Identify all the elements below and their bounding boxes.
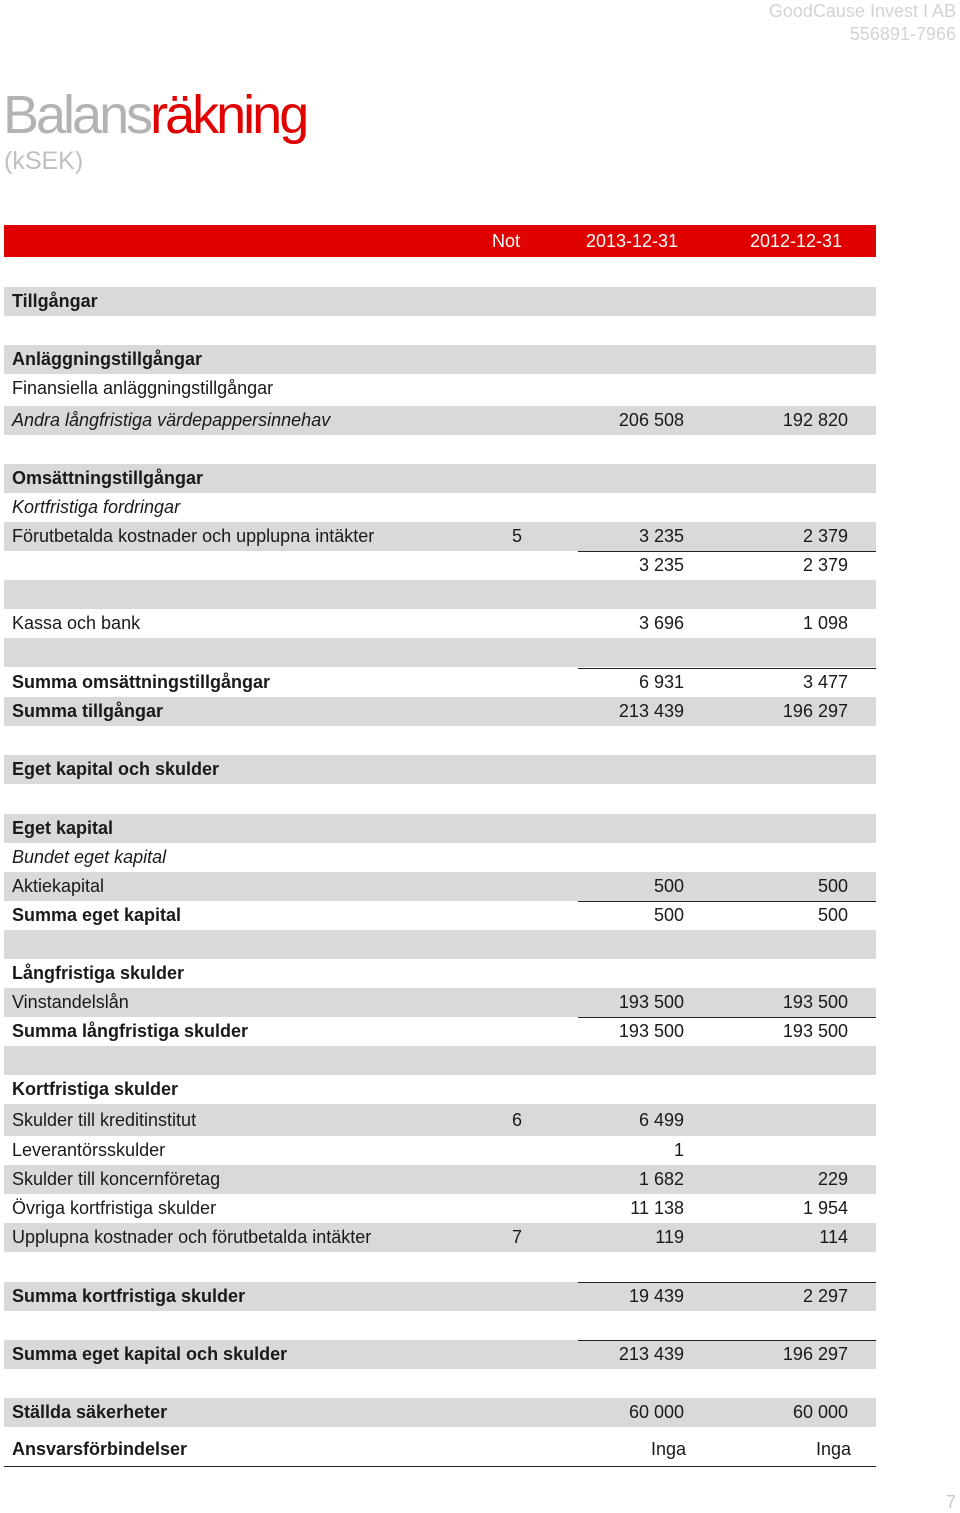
subsection-header: [4, 959, 876, 988]
row-label: Kortfristiga skulder: [12, 1079, 179, 1099]
row-label: Kortfristiga fordringar: [12, 497, 181, 517]
table-row: [4, 1136, 876, 1165]
subtotal-row: [4, 551, 876, 580]
table-row: [4, 374, 876, 403]
row-label: Förutbetalda kostnader och upplupna intäkter: [12, 526, 375, 546]
value-2013: 206 508: [618, 410, 684, 430]
row-label: Ansvarsförbindelser: [12, 1439, 188, 1459]
row-label: Tillgångar: [12, 291, 98, 311]
value-2013: 3 696: [638, 613, 684, 633]
value-2013: 193 500: [618, 1021, 684, 1041]
value-2013: 1 682: [638, 1169, 684, 1189]
header-year-2013: 2013-12-31: [586, 231, 679, 251]
value-2012: 2 297: [802, 1286, 848, 1306]
row-label: Kassa och bank: [12, 613, 141, 633]
value-2012: 500: [817, 905, 848, 925]
row-label: Upplupna kostnader och förutbetalda intäkter: [12, 1227, 372, 1247]
value-2013: 11 138: [630, 1198, 684, 1218]
title-part1: Balans: [3, 85, 151, 145]
row-label: Summa omsättningstillgångar: [12, 672, 271, 692]
table-row: [4, 406, 876, 435]
row-label: Summa eget kapital: [12, 905, 182, 925]
total-row: [4, 1340, 876, 1369]
note-number: 7: [511, 1227, 522, 1247]
table-row: [4, 1398, 876, 1427]
value-2012: 60 000: [792, 1402, 848, 1422]
page-subtitle: (kSEK): [4, 147, 84, 175]
header-year-2012: 2012-12-31: [750, 231, 843, 251]
table-row: [4, 1165, 876, 1194]
section-header: [4, 287, 876, 316]
row-label: Skulder till kreditinstitut: [12, 1110, 197, 1130]
row-label: Anläggningstillgångar: [12, 349, 203, 369]
value-2012: 192 820: [782, 410, 848, 430]
value-2012: 3 477: [802, 672, 848, 692]
total-row: [4, 1282, 876, 1311]
value-2013: 6 931: [638, 672, 684, 692]
row-label: Finansiella anläggningstillgångar: [12, 378, 274, 398]
table-row: [4, 872, 876, 901]
row-label: Summa långfristiga skulder: [12, 1021, 249, 1041]
total-row: [4, 1017, 876, 1046]
table-row: [4, 843, 876, 872]
page-title: [3, 82, 306, 148]
header-not: Not: [492, 231, 521, 251]
table-row: [4, 609, 876, 638]
value-2012: 2 379: [802, 555, 848, 575]
table-row: [4, 1434, 876, 1466]
spacer-row: [4, 638, 876, 667]
row-label: Summa kortfristiga skulder: [12, 1286, 246, 1306]
value-2012: 193 500: [782, 992, 848, 1012]
value-2013: 213 439: [618, 701, 684, 721]
value-2012: Inga: [815, 1439, 851, 1459]
row-label: Andra långfristiga värdepappersinnehav: [12, 410, 331, 430]
row-label: Övriga kortfristiga skulder: [12, 1198, 217, 1218]
table-row: [4, 988, 876, 1017]
value-2012: 196 297: [782, 1344, 848, 1364]
value-2012: 193 500: [782, 1021, 848, 1041]
value-2013: 119: [655, 1227, 684, 1247]
spacer-row: [4, 580, 876, 609]
company-name: GoodCause Invest I AB: [768, 1, 956, 21]
table-row: [4, 493, 876, 522]
row-label: Eget kapital och skulder: [12, 759, 220, 779]
value-2013: 3 235: [638, 526, 684, 546]
subsection-header: [4, 1075, 876, 1104]
total-row: [4, 668, 876, 697]
value-2013: 500: [653, 876, 684, 896]
subsection-header: [4, 814, 876, 843]
row-label: Skulder till koncernföretag: [12, 1169, 221, 1189]
value-2013: 1: [673, 1140, 684, 1160]
company-header: [769, 0, 956, 46]
row-label: Omsättningstillgångar: [12, 468, 204, 488]
value-2013: Inga: [650, 1439, 686, 1459]
value-2012: 500: [817, 876, 848, 896]
table-row: [4, 1104, 876, 1136]
value-2012: 114: [819, 1227, 848, 1247]
row-label: Summa tillgångar: [12, 701, 164, 721]
page-number: 7: [945, 1492, 956, 1512]
row-label: Ställda säkerheter: [12, 1402, 168, 1422]
row-label: Aktiekapital: [12, 876, 105, 896]
value-2012: 196 297: [782, 701, 848, 721]
value-2013: 19 439: [628, 1286, 684, 1306]
org-number: 556891-7966: [849, 24, 956, 44]
row-label: Eget kapital: [12, 818, 114, 838]
value-2013: 213 439: [618, 1344, 684, 1364]
title-part2: räkning: [150, 85, 307, 145]
note-number: 6: [511, 1110, 522, 1130]
value-2013: 193 500: [618, 992, 684, 1012]
table-header: [4, 225, 876, 257]
table-row: [4, 1194, 876, 1223]
row-label: Långfristiga skulder: [12, 963, 185, 983]
spacer-row: [4, 1046, 876, 1075]
value-2012: 1 954: [802, 1198, 848, 1218]
note-number: 5: [511, 526, 522, 546]
row-label: Vinstandelslån: [12, 992, 129, 1012]
section-header: [4, 755, 876, 784]
spacer-row: [4, 930, 876, 959]
value-2012: 1 098: [802, 613, 848, 633]
row-label: Bundet eget kapital: [12, 847, 167, 867]
total-row: [4, 901, 876, 930]
value-2013: 500: [653, 905, 684, 925]
table-row: [4, 1223, 876, 1252]
table-row: [4, 522, 876, 551]
value-2012: 229: [817, 1169, 848, 1189]
row-label: Summa eget kapital och skulder: [12, 1344, 288, 1364]
value-2012: 2 379: [802, 526, 848, 546]
subsection-header: [4, 464, 876, 493]
value-2013: 60 000: [628, 1402, 684, 1422]
total-row: [4, 697, 876, 726]
value-2013: 3 235: [638, 555, 684, 575]
value-2013: 6 499: [638, 1110, 684, 1130]
subsection-header: [4, 345, 876, 374]
row-label: Leverantörsskulder: [12, 1140, 166, 1160]
